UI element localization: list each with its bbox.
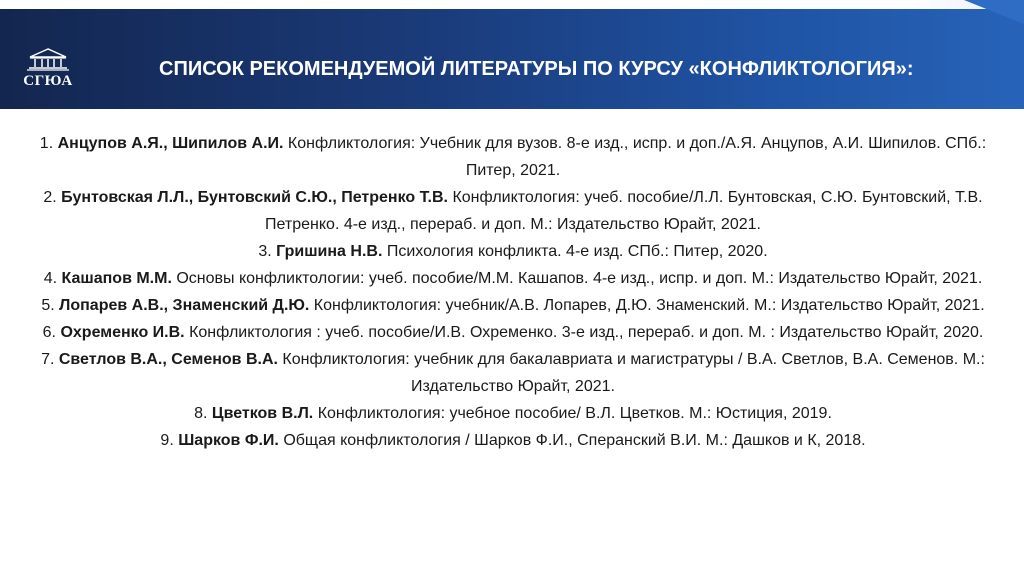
reference-item	[18, 130, 1008, 184]
reference-text: Конфликтология: учеб. пособие/Л.Л. Бунтовская, С.Ю. Бунтовский, Т.В. Петренко. 4-е изд., перераб. и доп. М.: Издательство Юрайт, 2021.	[265, 189, 983, 233]
reference-authors: Бунтовская Л.Л., Бунтовский С.Ю., Петренко Т.В.	[61, 189, 448, 206]
header-top-stripe	[0, 0, 1024, 9]
reference-item	[18, 292, 1008, 319]
reference-item	[18, 184, 1008, 238]
reference-list	[18, 130, 1008, 454]
reference-item	[18, 265, 1008, 292]
logo-text: СГЮА	[23, 72, 73, 89]
reference-item	[18, 346, 1008, 400]
university-logo	[16, 40, 80, 96]
page-title: СПИСОК РЕКОМЕНДУЕМОЙ ЛИТЕРАТУРЫ ПО КУРСУ «КОНФЛИКТОЛОГИЯ»:	[159, 58, 914, 80]
reference-authors: Шарков Ф.И.	[178, 432, 279, 449]
reference-item	[18, 319, 1008, 346]
reference-authors: Кашапов М.М.	[61, 270, 172, 287]
reference-number: 5.	[41, 297, 60, 314]
reference-authors: Анцупов А.Я., Шипилов А.И.	[57, 135, 284, 152]
reference-text: Конфликтология: учебник для бакалавриата и магистратуры / В.А. Светлов, В.А. Семенов. М.: Издательство Юрайт, 2021.	[277, 351, 985, 395]
reference-authors: Цветков В.Л.	[211, 405, 314, 422]
reference-number: 4.	[43, 270, 62, 287]
reference-authors: Лопарев А.В., Знаменский Д.Ю.	[59, 297, 310, 314]
corner-decoration	[964, 0, 1024, 24]
reference-text: Конфликтология : учеб. пособие/И.В. Охременко. 3-е изд., перераб. и доп. М. : Издательство Юрайт, 2020.	[184, 324, 984, 341]
reference-authors: Гришина Н.В.	[276, 243, 383, 260]
reference-item	[18, 238, 1008, 265]
reference-number: 3.	[258, 243, 277, 260]
reference-item	[18, 400, 1008, 427]
reference-authors: Светлов В.А., Семенов В.А.	[58, 351, 278, 368]
reference-authors: Охременко И.В.	[60, 324, 185, 341]
reference-number: 7.	[41, 351, 59, 368]
reference-text: Психология конфликта. 4-е изд. СПб.: Питер, 2020.	[382, 243, 768, 260]
reference-text: Основы конфликтологии: учеб. пособие/М.М. Кашапов. 4-е изд., испр. и доп. М.: Издательство Юрайт, 2021.	[171, 270, 983, 287]
reference-text: Конфликтология: учебник/А.В. Лопарев, Д.Ю. Знаменский. М.: Издательство Юрайт, 2021.	[309, 297, 985, 314]
reference-number: 6.	[42, 324, 61, 341]
reference-text: Конфликтология: Учебник для вузов. 8-е изд., испр. и доп./А.Я. Анцупов, А.И. Шипилов. СПб.: Питер, 2021.	[283, 135, 987, 179]
reference-item	[18, 427, 1008, 454]
reference-number: 9.	[160, 432, 179, 449]
reference-number: 8.	[194, 405, 212, 422]
reference-text: Общая конфликтология / Шарков Ф.И., Сперанский В.И. М.: Дашков и К, 2018.	[278, 432, 866, 449]
reference-text: Конфликтология: учебное пособие/ В.Л. Цветков. М.: Юстиция, 2019.	[313, 405, 832, 422]
reference-number: 2.	[43, 189, 62, 206]
building-columns-icon	[26, 47, 70, 71]
reference-number: 1.	[39, 135, 58, 152]
